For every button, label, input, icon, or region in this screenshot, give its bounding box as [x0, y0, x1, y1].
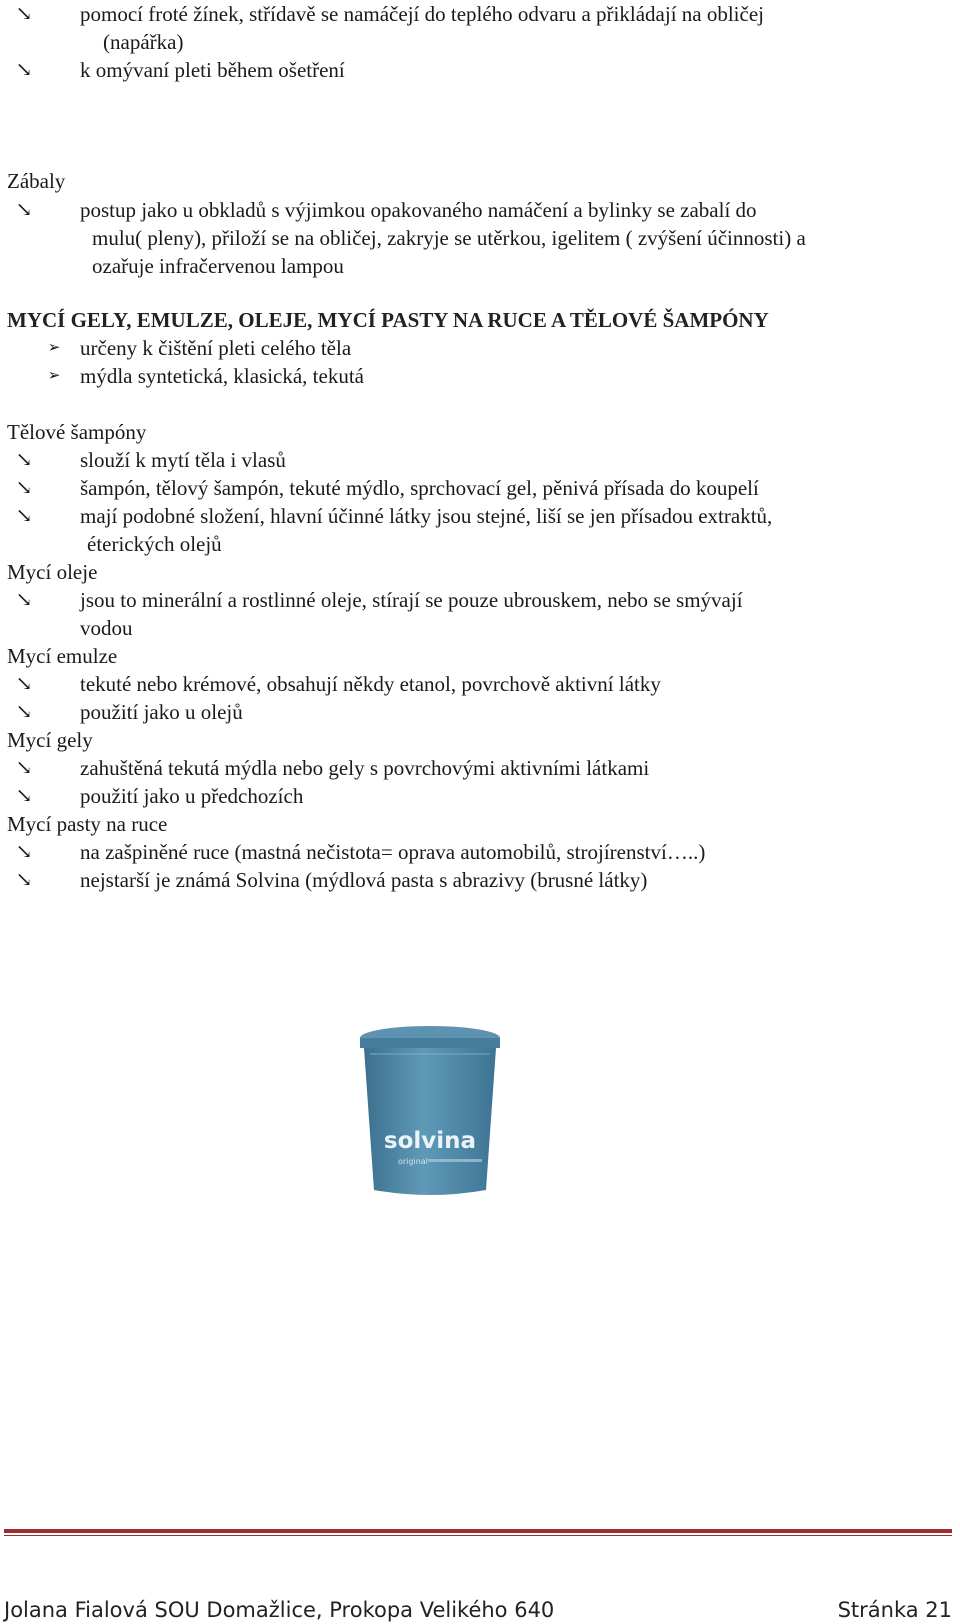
section-heading: Tělové šampóny — [7, 420, 147, 444]
section-heading: Mycí gely — [7, 728, 93, 752]
section-heading: Mycí emulze — [7, 644, 118, 668]
section-caption: MYCÍ GELY, EMULZE, OLEJE, MYCÍ PASTY NA RUCE A TĚLOVÉ ŠAMPÓNY — [7, 308, 769, 332]
arrow-bullet-icon: ↘ — [15, 477, 33, 499]
solvina-tub-image — [356, 1024, 504, 1204]
arrow-bullet-icon: ↘ — [15, 841, 33, 863]
page-number: Stránka 21 — [837, 1598, 952, 1622]
list-item-continuation: vodou — [80, 616, 133, 640]
arrow-bullet-icon: ↘ — [15, 673, 33, 695]
arrow-bullet-icon: ↘ — [15, 589, 33, 611]
arrow-bullet-icon: ↘ — [15, 757, 33, 779]
tub-sub-label: original — [398, 1157, 428, 1166]
footer-rule — [4, 1529, 952, 1533]
footer-rule-thin — [4, 1535, 952, 1536]
arrow-bullet-icon: ↘ — [15, 199, 33, 221]
tub-brand-label: solvina — [383, 1128, 477, 1154]
list-item-continuation: éterických olejů — [87, 532, 222, 556]
page-footer — [4, 1596, 952, 1624]
section-heading: Mycí oleje — [7, 560, 98, 584]
arrow-bullet-icon: ↘ — [15, 785, 33, 807]
section-heading: Mycí pasty na ruce — [7, 812, 168, 836]
list-item-continuation: mulu( pleny), přiloží se na obličej, zakryje se utěrkou, igelitem ( zvýšení účinnosti) a — [92, 226, 806, 250]
section-heading: Zábaly — [7, 169, 66, 193]
arrow-bullet-icon: ↘ — [15, 869, 33, 891]
arrow-bullet-icon: ↘ — [15, 59, 33, 81]
arrow-bullet-icon: ↘ — [15, 3, 33, 25]
triangle-bullet-icon: ➢ — [47, 368, 61, 384]
arrow-bullet-icon: ↘ — [15, 449, 33, 471]
footer-author: Jolana Fialová SOU Domažlice, Prokopa Velikého 640 — [4, 1598, 555, 1622]
list-item-continuation: (napářka) — [103, 30, 184, 54]
triangle-bullet-icon: ➢ — [47, 340, 61, 356]
list-item-continuation: ozařuje infračervenou lampou — [92, 254, 344, 278]
arrow-bullet-icon: ↘ — [15, 701, 33, 723]
arrow-bullet-icon: ↘ — [15, 505, 33, 527]
